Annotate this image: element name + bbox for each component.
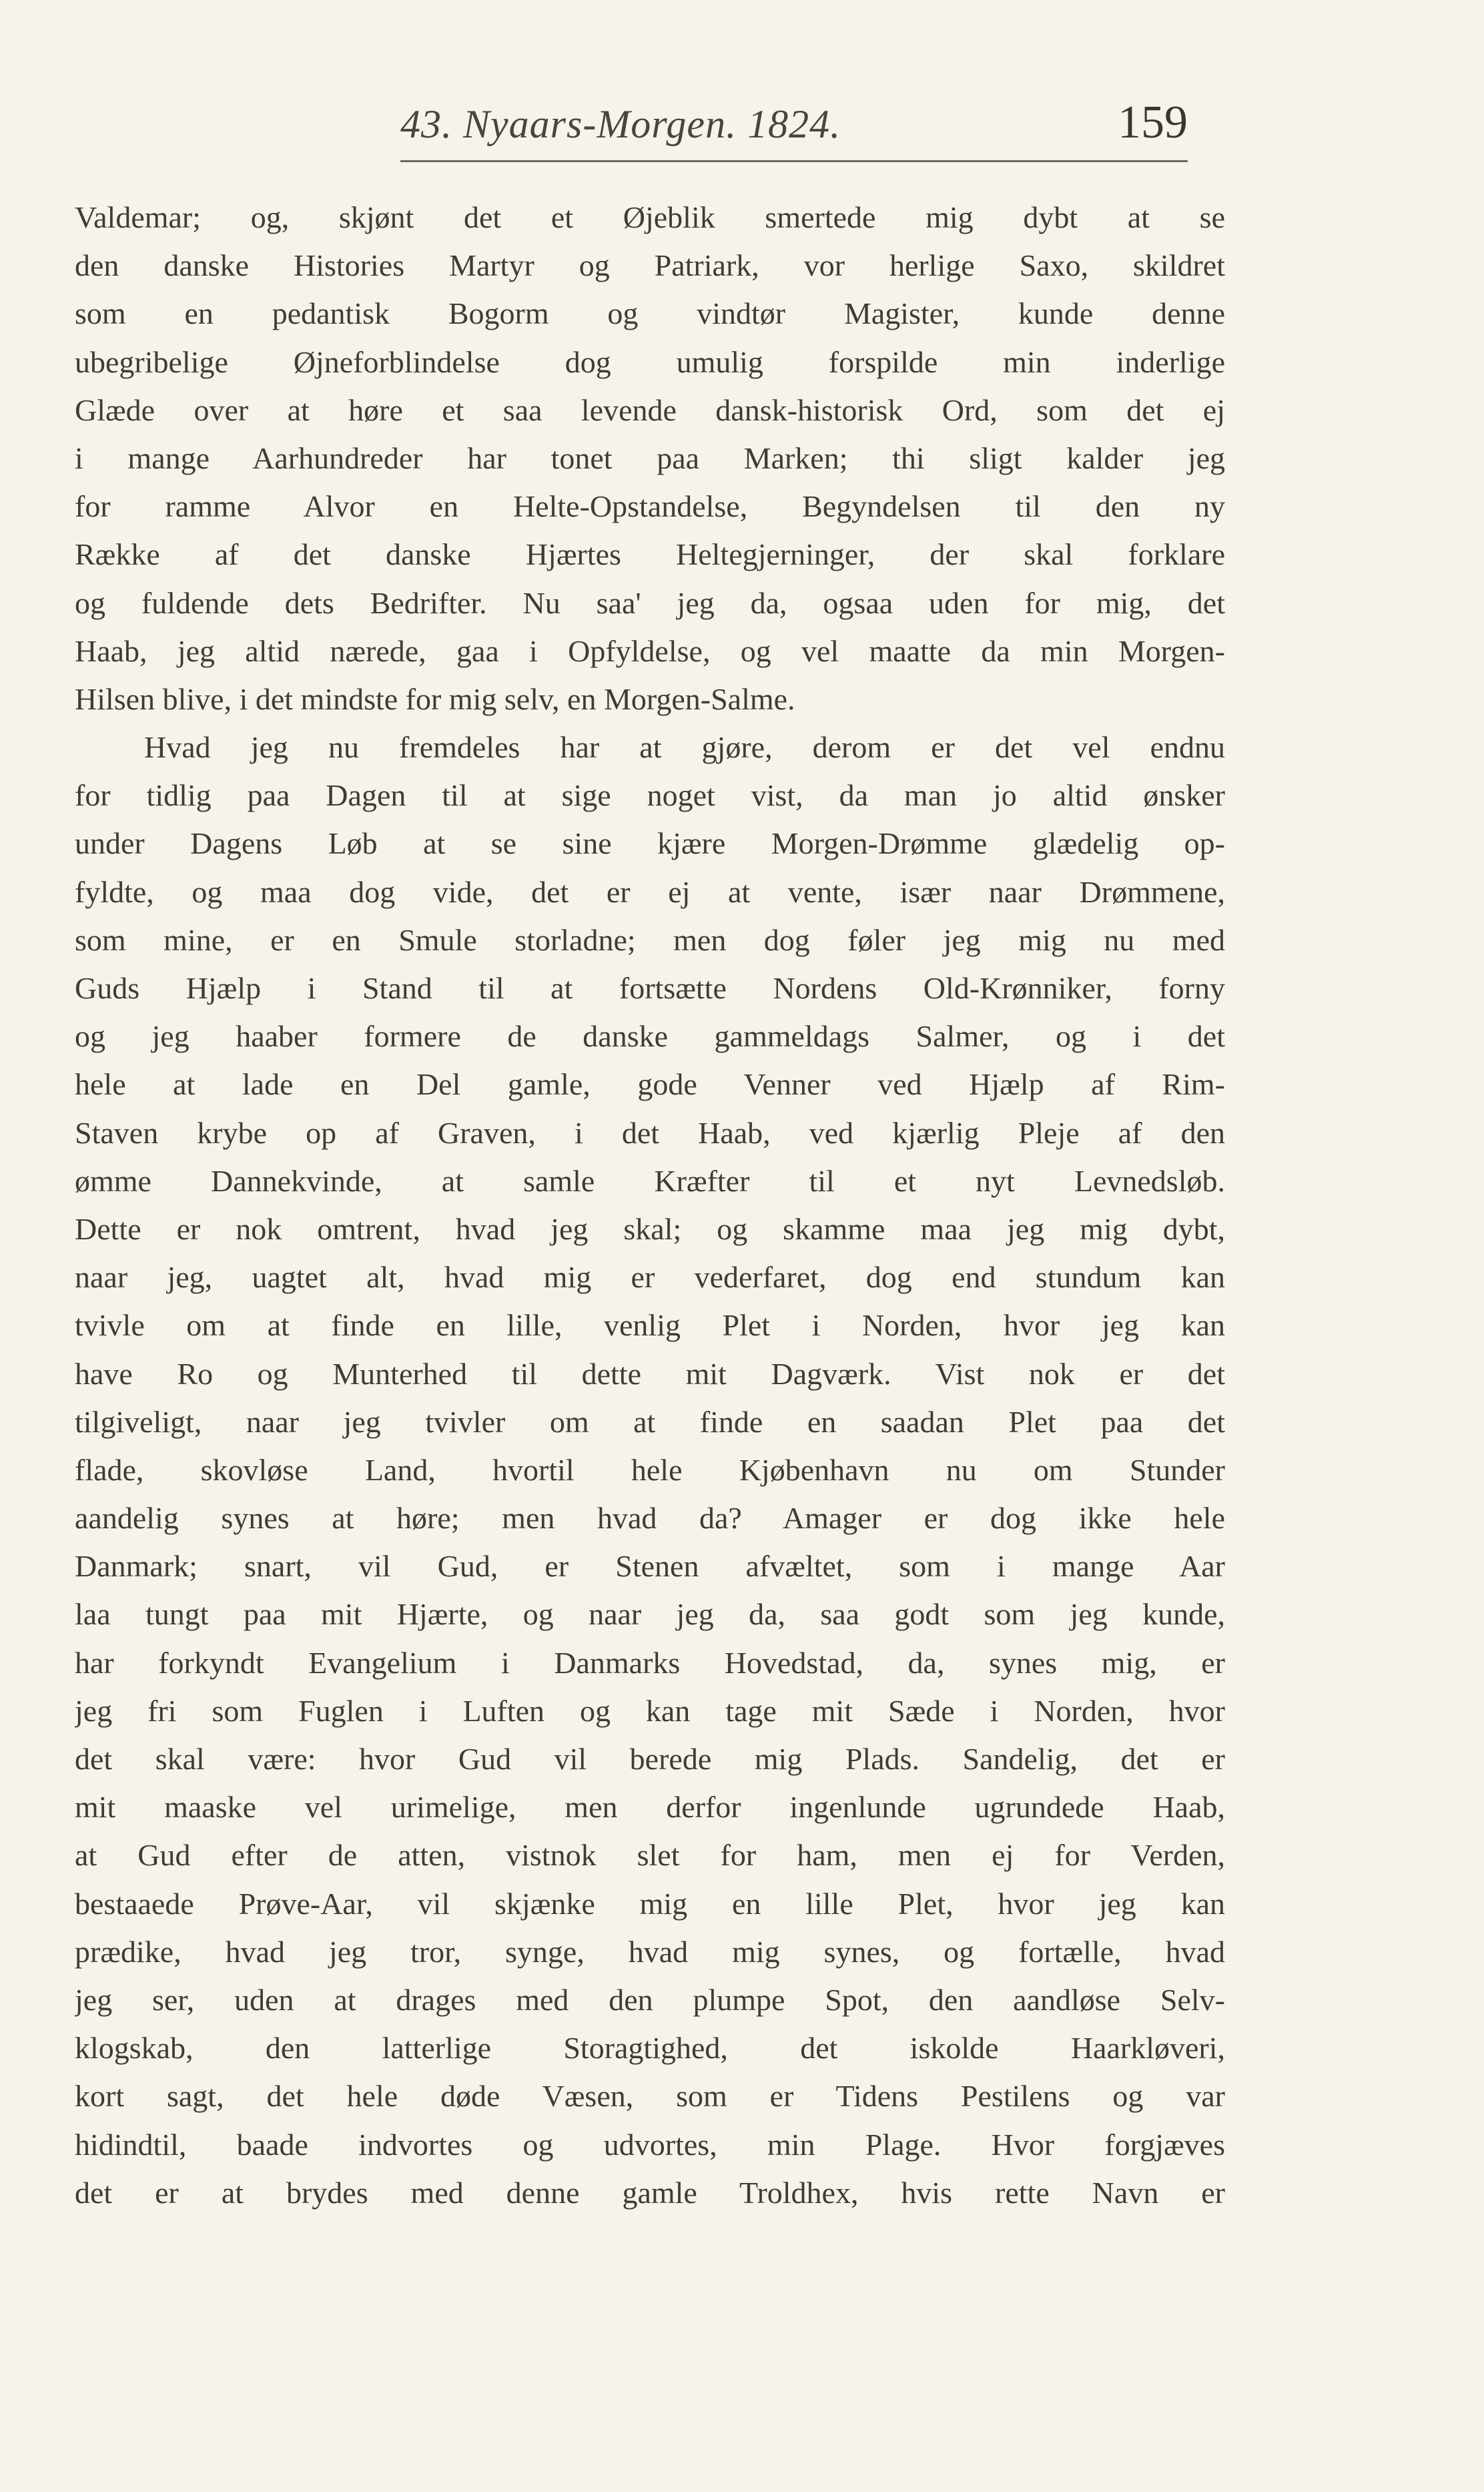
text-line: under Dagens Løb at se sine kjære Morgen-Drømme glædelig op- xyxy=(75,826,1225,861)
header-rule xyxy=(400,160,1188,162)
text-line: prædike, hvad jeg tror, synge, hvad mig synes, og fortælle, hvad xyxy=(75,1934,1225,1969)
text-line: jeg ser, uden at drages med den plumpe Spot, den aandløse Selv- xyxy=(75,1982,1225,2017)
text-line: mit maaske vel urimelige, men derfor ingenlunde ugrundede Haab, xyxy=(75,1790,1225,1825)
text-line: ømme Dannekvinde, at samle Kræfter til et nyt Levnedsløb. xyxy=(75,1163,1225,1198)
text-line: Danmark; snart, vil Gud, er Stenen afvæltet, som i mange Aar xyxy=(75,1549,1225,1584)
text-line: Staven krybe op af Graven, i det Haab, ved kjærlig Pleje af den xyxy=(75,1115,1225,1150)
text-line: Glæde over at høre et saa levende dansk-historisk Ord, som det ej xyxy=(75,392,1225,427)
page-header xyxy=(400,93,1188,160)
text-line: Hilsen blive, i det mindste for mig selv, en Morgen-Salme. xyxy=(75,681,795,716)
text-line: Guds Hjælp i Stand til at fortsætte Nordens Old-Krønniker, forny xyxy=(75,971,1225,1005)
text-line: for tidlig paa Dagen til at sige noget vist, da man jo altid ønsker xyxy=(75,778,1225,813)
text-line: flade, skovløse Land, hvortil hele Kjøbenhavn nu om Stunder xyxy=(75,1452,1225,1487)
running-head: 43. Nyaars-Morgen. 1824. xyxy=(400,102,841,146)
text-line: bestaaede Prøve-Aar, vil skjænke mig en lille Plet, hvor jeg kan xyxy=(75,1886,1225,1921)
body-text xyxy=(75,194,1225,2217)
text-line: ubegribelige Øjneforblindelse dog umulig forspilde min inderlige xyxy=(75,344,1225,379)
text-line: fyldte, og maa dog vide, det er ej at vente, især naar Drømmene, xyxy=(75,874,1225,909)
text-line: have Ro og Munterhed til dette mit Dagværk. Vist nok er det xyxy=(75,1356,1225,1391)
text-line: naar jeg, uagtet alt, hvad mig er vederfaret, dog end stundum kan xyxy=(75,1260,1225,1295)
text-line: Haab, jeg altid nærede, gaa i Opfyldelse, og vel maatte da min Morgen- xyxy=(75,633,1225,668)
text-line: Hvad jeg nu fremdeles har at gjøre, derom er det vel endnu xyxy=(144,730,1225,765)
text-line: Valdemar; og, skjønt det et Øjeblik smertede mig dybt at se xyxy=(75,200,1225,234)
text-line: og fuldende dets Bedrifter. Nu saa' jeg da, ogsaa uden for mig, det xyxy=(75,585,1225,620)
text-line: hele at lade en Del gamle, gode Venner ved Hjælp af Rim- xyxy=(75,1067,1225,1102)
text-line: har forkyndt Evangelium i Danmarks Hovedstad, da, synes mig, er xyxy=(75,1645,1225,1680)
page-number: 159 xyxy=(1118,97,1188,148)
text-line: Række af det danske Hjærtes Heltegjerninger, der skal forklare xyxy=(75,537,1225,572)
text-line: og jeg haaber formere de danske gammeldags Salmer, og i det xyxy=(75,1019,1225,1054)
text-line: i mange Aarhundreder har tonet paa Marken; thi sligt kalder jeg xyxy=(75,440,1225,475)
text-line: at Gud efter de atten, vistnok slet for ham, men ej for Verden, xyxy=(75,1838,1225,1873)
text-line: tvivle om at finde en lille, venlig Plet i Norden, hvor jeg kan xyxy=(75,1308,1225,1343)
text-line: hidindtil, baade indvortes og udvortes, min Plage. Hvor forgjæves xyxy=(75,2127,1225,2162)
text-line: laa tungt paa mit Hjærte, og naar jeg da, saa godt som jeg kunde, xyxy=(75,1597,1225,1632)
text-line: jeg fri som Fuglen i Luften og kan tage mit Sæde i Norden, hvor xyxy=(75,1693,1225,1728)
text-line: kort sagt, det hele døde Væsen, som er Tidens Pestilens og var xyxy=(75,2079,1225,2114)
text-line: Dette er nok omtrent, hvad jeg skal; og skamme maa jeg mig dybt, xyxy=(75,1211,1225,1246)
text-line: det skal være: hvor Gud vil berede mig Plads. Sandelig, det er xyxy=(75,1742,1225,1776)
text-line: den danske Histories Martyr og Patriark, vor herlige Saxo, skildret xyxy=(75,248,1225,283)
text-line: klogskab, den latterlige Storagtighed, det iskolde Haarkløveri, xyxy=(75,2031,1225,2066)
text-line: som en pedantisk Bogorm og vindtør Magister, kunde denne xyxy=(75,296,1225,331)
text-line: tilgiveligt, naar jeg tvivler om at finde en saadan Plet paa det xyxy=(75,1404,1225,1439)
text-line: som mine, er en Smule storladne; men dog føler jeg mig nu med xyxy=(75,922,1225,957)
text-line: det er at brydes med denne gamle Troldhex, hvis rette Navn er xyxy=(75,2175,1225,2210)
text-line: for ramme Alvor en Helte-Opstandelse, Begyndelsen til den ny xyxy=(75,489,1225,524)
text-line: aandelig synes at høre; men hvad da? Amager er dog ikke hele xyxy=(75,1501,1225,1536)
